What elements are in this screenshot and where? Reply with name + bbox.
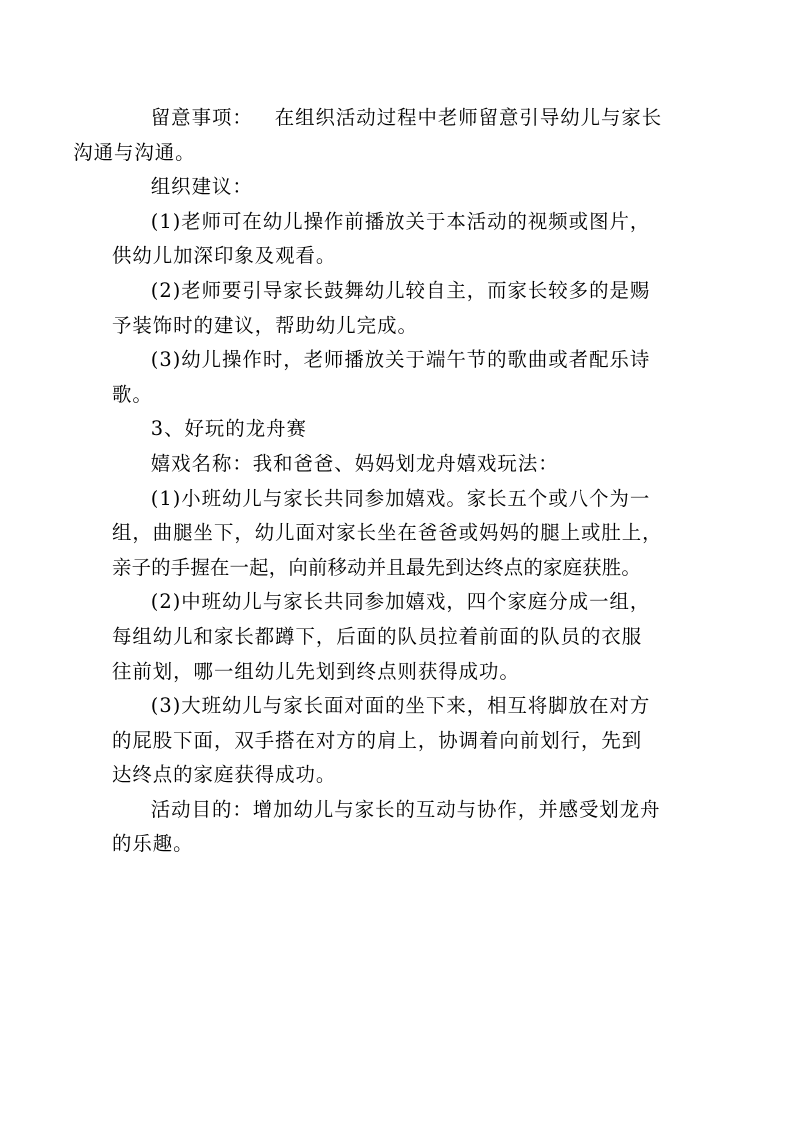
paragraph-game-name <box>112 447 685 482</box>
rule-large-line-1: (3)大班幼儿与家长面对面的坐下来，相互将脚放在对方 <box>150 694 651 718</box>
paragraph-suggestion-2 <box>112 274 685 343</box>
activity-goal-line-1: 活动目的：增加幼儿与家长的互动与协作，并感受划龙舟 <box>150 797 661 821</box>
game-name-text: 嬉戏名称：我和爸爸、妈妈划龙舟嬉戏玩法： <box>150 451 559 475</box>
notes-text-line-2: 沟通与沟通。 <box>73 140 196 164</box>
activity-goal-line-2: 的乐趣。 <box>112 832 194 856</box>
suggestion-3-line-1: (3)幼儿操作时，老师播放关于端午节的歌曲或者配乐诗 <box>150 348 651 372</box>
suggestion-3-line-2: 歌。 <box>112 382 153 406</box>
suggestion-2-line-1: (2)老师要引导家长鼓舞幼儿较自主，而家长较多的是赐 <box>150 278 651 302</box>
paragraph-section-heading <box>112 412 685 447</box>
document-body <box>73 101 685 862</box>
section-heading: 3、好玩的龙舟赛 <box>150 417 307 441</box>
rule-middle-line-1: (2)中班幼儿与家长共同参加嬉戏，四个家庭分成一组， <box>150 590 651 614</box>
rule-large-line-3: 达终点的家庭获得成功。 <box>112 763 337 787</box>
paragraph-activity-goal <box>112 793 685 862</box>
organization-heading: 组织建议： <box>150 175 253 199</box>
rule-small-line-3: 亲子的手握在一起，向前移动并且最先到达终点的家庭获胜。 <box>112 555 641 579</box>
paragraph-rule-small-class <box>112 482 685 586</box>
paragraph-organization-heading <box>112 170 685 205</box>
paragraph-suggestion-1 <box>112 205 685 274</box>
paragraph-rule-large-class <box>112 689 685 793</box>
suggestion-1-line-2: 供幼儿加深印象及观看。 <box>112 244 337 268</box>
notes-text-line-1: 在组织活动过程中老师留意引导幼儿与家长 <box>274 106 663 129</box>
rule-large-line-2: 的屁股下面，双手搭在对方的肩上，协调着向前划行，先到 <box>112 728 643 752</box>
paragraph-notes <box>73 101 685 170</box>
notes-label: 留意事项： <box>150 106 253 129</box>
rule-middle-line-3: 往前划，哪一组幼儿先划到终点则获得成功。 <box>112 659 520 683</box>
rule-small-line-2: 组，曲腿坐下，幼儿面对家长坐在爸爸或妈妈的腿上或肚上， <box>112 521 663 545</box>
suggestion-2-line-2: 予装饰时的建议，帮助幼儿完成。 <box>112 313 418 337</box>
rule-small-line-1: (1)小班幼儿与家长共同参加嬉戏。家长五个或八个为一 <box>150 486 651 510</box>
rule-middle-line-2: 每组幼儿和家长都蹲下，后面的队员拉着前面的队员的衣服 <box>112 624 643 648</box>
paragraph-suggestion-3 <box>112 343 685 412</box>
paragraph-rule-middle-class <box>112 585 685 689</box>
suggestion-1-line-1: (1)老师可在幼儿操作前播放关于本活动的视频或图片， <box>150 209 651 233</box>
